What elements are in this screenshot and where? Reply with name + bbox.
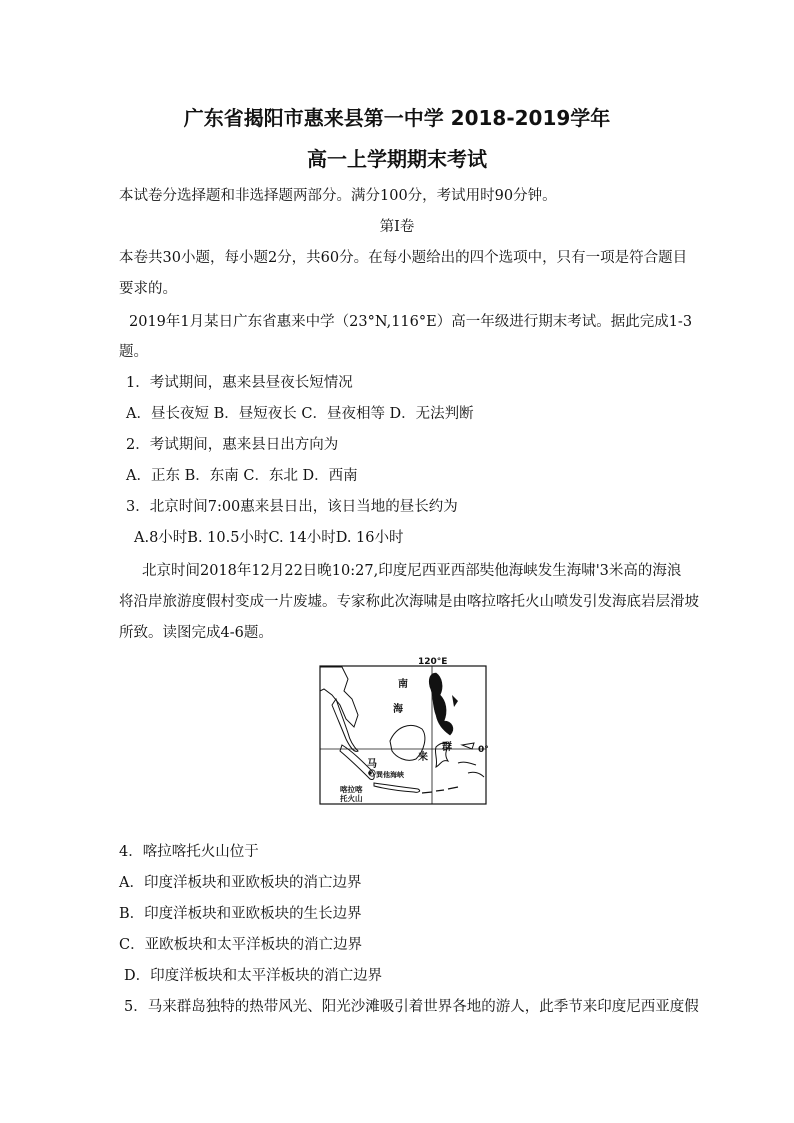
question-2: 2．考试期间，惠来县日出方向为 [126, 437, 339, 453]
stem-2-line-3: 所致。读图完成4-6题。 [119, 625, 273, 641]
question-3: 3．北京时间7:00惠来县日出，该日当地的昼长约为 [126, 499, 458, 515]
stem-2-line-1: 北京时间2018年12月22日晚10:27,印度尼西亚西部奘他海峡发生海啸'3米高的海浪 [142, 563, 682, 579]
stem-1-line-1: 2019年1月某日广东省惠来中学（23°N,116°E）高一年级进行期末考试。据此完成1-3 [129, 314, 693, 330]
archipelago-label-3: 群 [442, 742, 452, 753]
question-3-options: A.8小时B. 10.5小时C. 14小时D. 16小时 [134, 530, 404, 546]
instructions-line-1: 本卷共30小题，每小题2分，共60分。在每小题给出的四个选项中，只有一项是符合题目 [119, 250, 688, 266]
question-2-options: A．正东 B．东南 C．东北 D．西南 [126, 468, 358, 484]
question-4-option-b: B．印度洋板块和亚欧板块的生长边界 [119, 906, 362, 922]
mainland-coast [320, 667, 358, 727]
sea-label-2: 海 [393, 704, 403, 715]
archipelago-label-2: 来 [418, 752, 428, 763]
question-4-option-c: C．亚欧板块和太平洋板块的消亡边界 [119, 937, 363, 953]
map-figure [318, 655, 490, 805]
question-4-option-d: D．印度洋板块和太平洋板块的消亡边界 [124, 968, 383, 984]
java-coast [374, 783, 420, 792]
longitude-label: 120°E [418, 657, 448, 667]
maluku-islands [462, 743, 474, 749]
strait-label: 巽他海峡 [376, 771, 404, 779]
stem-2-line-2: 将沿岸旅游度假村变成一片废墟。专家称此次海啸是由喀拉喀托火山喷发引发海底岩层滑坡 [119, 594, 699, 610]
lesser-sunda-islands [422, 787, 458, 793]
new-guinea-coast [468, 772, 484, 777]
sea-label-1: 南 [398, 679, 408, 690]
archipelago-label-1: 马 [367, 759, 377, 770]
exam-title-line-1: 广东省揭阳市惠来县第一中学 2018-2019学年 [183, 106, 611, 130]
banda-islands [458, 762, 476, 765]
sunda-strait-map [318, 655, 490, 805]
question-5: 5．马来群岛独特的热带风光、阳光沙滩吸引着世界各地的游人，此季节来印度尼西亚度假 [124, 999, 699, 1015]
philippines-islands [429, 673, 453, 735]
question-4: 4．喀拉喀托火山位于 [119, 844, 259, 860]
philippines-islet [452, 695, 458, 707]
equator-label: 0° [478, 745, 489, 755]
stem-1-line-2: 题。 [119, 344, 148, 360]
question-1: 1．考试期间，惠来县昼夜长短情况 [126, 375, 353, 391]
question-4-option-a: A．印度洋板块和亚欧板块的消亡边界 [119, 875, 362, 891]
exam-title-line-2: 高一上学期期末考试 [307, 147, 487, 171]
question-1-options: A．昼长夜短 B．昼短夜长 C．昼夜相等 D．无法判断 [126, 406, 474, 422]
exam-intro: 本试卷分选择题和非选择题两部分。满分100分，考试用时90分钟。 [119, 188, 557, 204]
volcano-label-1: 喀拉喀 [340, 785, 363, 794]
volcano-label-2: 托火山 [340, 794, 363, 803]
section-heading: 第I卷 [379, 219, 415, 235]
instructions-line-2: 要求的。 [119, 281, 177, 297]
